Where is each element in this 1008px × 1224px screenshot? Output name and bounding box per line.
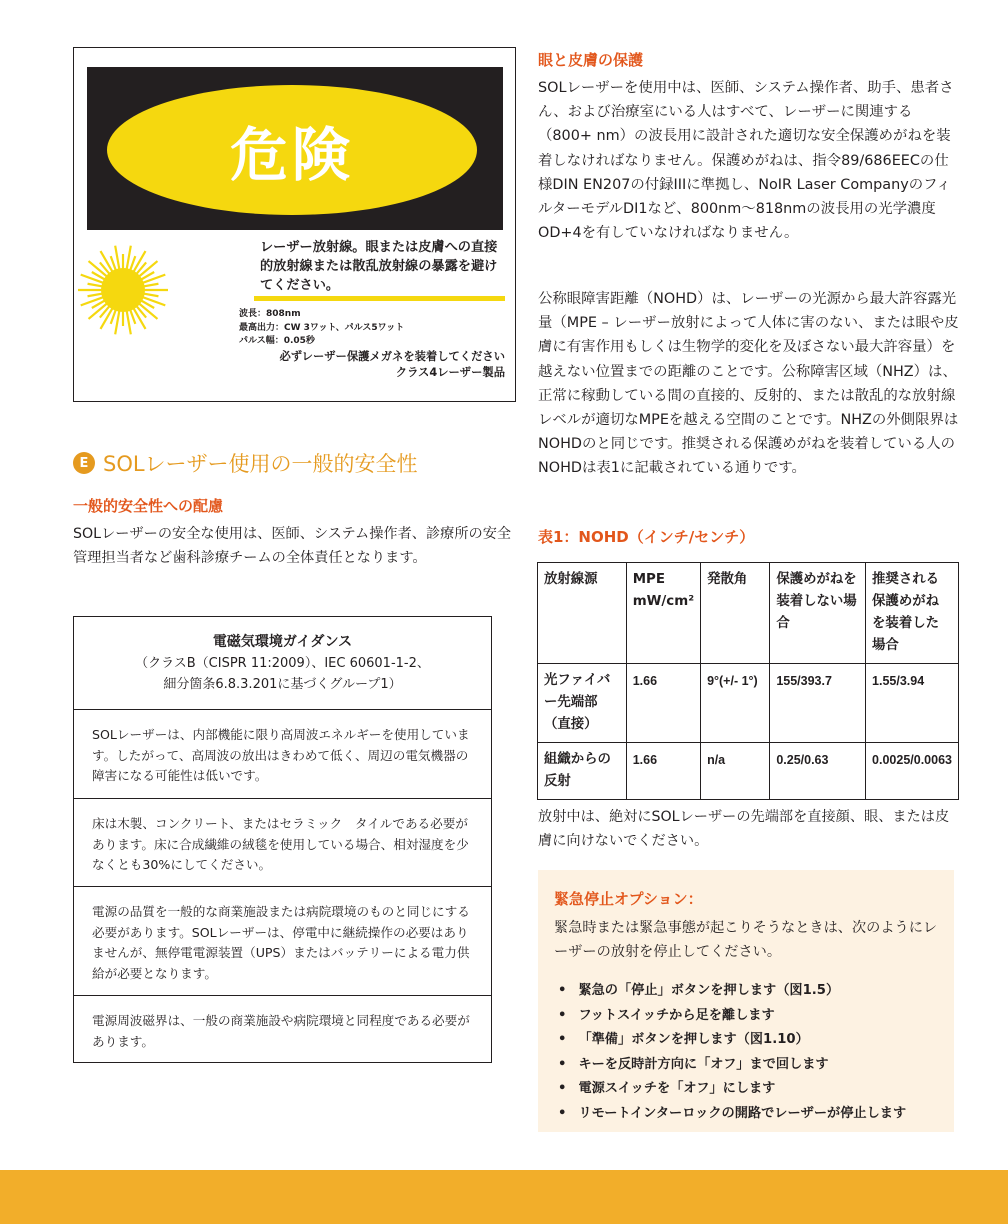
spec-pulse-width: パルス幅：0.05秒	[239, 336, 315, 346]
section-e-heading	[73, 448, 418, 478]
warning-divider-bar	[254, 296, 505, 301]
emc-item: 電源周波磁界は、一般の商業施設や病院環境と同程度である必要があります。	[74, 995, 491, 1062]
warning-main-text: レーザー放射線。眼または皮膚への直接的放射線または散乱放射線の暴露を避けてください。	[260, 240, 498, 293]
eye-protection-paragraph: SOLレーザーを使用中は、医師、システム操作者、助手、患者さん、および治療室にいる人はすべて、レーザーに関連する（800+ nm）の波長用に設計された適切な安全保護めがねを装着しなければなりません。保護めがねは、指令89/686EECの仕様DIN EN207の付録IIIに準拠し、NoIR Laser CompanyのフィルターモデルDI1など、800nm〜818nmの波長用の光学濃度OD+4を有していなければなりません。	[538, 80, 954, 242]
list-item: • 「準備」ボタンを押します（図1.10）	[558, 1028, 906, 1053]
col-header: 保護めがねを装着しない場合	[770, 563, 866, 664]
table-cell: 0.0025/0.0063	[866, 743, 959, 800]
table-row	[538, 664, 959, 743]
table-cell: 1.66	[626, 664, 700, 743]
footer-bar	[0, 1170, 1008, 1224]
list-item: • リモートインターロックの開路でレーザーが停止します	[558, 1102, 906, 1127]
table-cell: 組織からの反射	[538, 743, 627, 800]
warning-header-band	[87, 67, 503, 230]
warning-title: 危険	[229, 121, 354, 189]
emc-subtitle-line1: （クラスB（CISPR 11:2009）、IEC 60601-1-2、	[135, 656, 430, 671]
warning-footer	[239, 349, 505, 380]
table-cell: 155/393.7	[770, 664, 866, 743]
col-header: 放射線源	[538, 563, 627, 664]
emc-item: SOLレーザーは、内部機能に限り高周波エネルギーを使用しています。したがって、高周波の放出はきわめて低く、周辺の電気機器の障害になる可能性は低いです。	[74, 709, 491, 799]
direct-exposure-warning: 放射中は、絶対にSOLレーザーの先端部を直接顔、眼、または皮膚に向けないでください。	[538, 809, 950, 849]
list-item: • キーを反時計方向に「オフ」まで回します	[558, 1053, 906, 1078]
table-title: 表1：NOHD（インチ/センチ）	[538, 528, 755, 546]
emc-header	[74, 617, 491, 695]
emc-guidance-box	[73, 616, 492, 1063]
table-cell: 9°(+/- 1°)	[701, 664, 770, 743]
spec-max-output: 最高出力：CW 3ワット、パルス5ワット	[239, 322, 405, 333]
laser-warning-label	[73, 47, 516, 402]
warning-oval	[107, 85, 477, 215]
eye-skin-protection-subheading: 眼と皮膚の保護	[538, 51, 644, 69]
emergency-description: 緊急時または緊急事態が起こりそうなときは、次のようにレーザーの放射を停止してください。	[554, 920, 938, 960]
table-row	[538, 743, 959, 800]
col-header: MPE mW/cm²	[626, 563, 700, 664]
list-item: • フットスイッチから足を離します	[558, 1004, 906, 1029]
table-cell: 光ファイバー先端部（直接）	[538, 664, 627, 743]
nohd-paragraph: 公称眼障害距離（NOHD）は、レーザーの光源から最大許容露光量（MPE – レーザー放射によって人体に害のない、または眼や皮膚に有害作用もしくは生物学的変化を及ぼさない最大許容量）を越えない位置までの距離のことです。公称障害区域（NHZ）は、正常に稼動している間の直接的、反射的、または散乱的な放射線レベルが適切なMPEを越える空間のことです。NHZの外側限界はNOHDのと同じです。推奨される保護めがねを装着している人のNOHDは表1に記載されている通りです。	[538, 291, 959, 477]
emc-title: 電磁気環境ガイダンス	[212, 634, 353, 650]
table-cell: 1.55/3.94	[866, 664, 959, 743]
section-title: SOLレーザー使用の一般的安全性	[103, 452, 418, 476]
nohd-table	[537, 562, 959, 800]
general-safety-paragraph: SOLレーザーの安全な使用は、医師、システム操作者、診療所の安全管理担当者など歯科診療チームの全体責任となります。	[73, 526, 512, 566]
table-cell: 0.25/0.63	[770, 743, 866, 800]
emergency-title: 緊急停止オプション：	[554, 890, 703, 908]
col-header: 推奨される保護めがねを装着した場合	[866, 563, 959, 664]
section-badge: E	[73, 452, 95, 474]
product-class-text: クラス4レーザー製品	[395, 365, 505, 379]
wear-glasses-text: 必ずレーザー保護メガネを装着してください	[279, 350, 505, 363]
table-cell: n/a	[701, 743, 770, 800]
emc-subtitle-line2: 細分箇条6.8.3.201に基づくグループ1）	[163, 677, 402, 692]
emc-item: 電源の品質を一般的な商業施設または病院環境のものと同じにする必要があります。SOLレーザーは、停電中に継続操作の必要はありませんが、無停電電源装置（UPS）またはバッテリーによる電力供給が必要となります。	[74, 886, 491, 996]
laser-starburst-icon	[78, 240, 168, 340]
emc-item: 床は木製、コンクリート、またはセラミック タイルである必要があります。床に合成繊維の絨毯を使用している場合、相対湿度を少なくとも30%にしてください。	[74, 798, 491, 887]
emergency-steps-list	[558, 979, 906, 1126]
list-item: • 電源スイッチを「オフ」にします	[558, 1077, 906, 1102]
emergency-stop-callout	[538, 870, 954, 1132]
general-safety-subheading: 一般的安全性への配慮	[73, 497, 224, 515]
warning-specs	[239, 308, 404, 349]
list-item: • 緊急の「停止」ボタンを押します（図1.5）	[558, 979, 906, 1004]
table-header-row	[538, 563, 959, 664]
spec-wavelength: 波長：808nm	[239, 309, 301, 319]
table-cell: 1.66	[626, 743, 700, 800]
col-header: 発散角	[701, 563, 770, 664]
